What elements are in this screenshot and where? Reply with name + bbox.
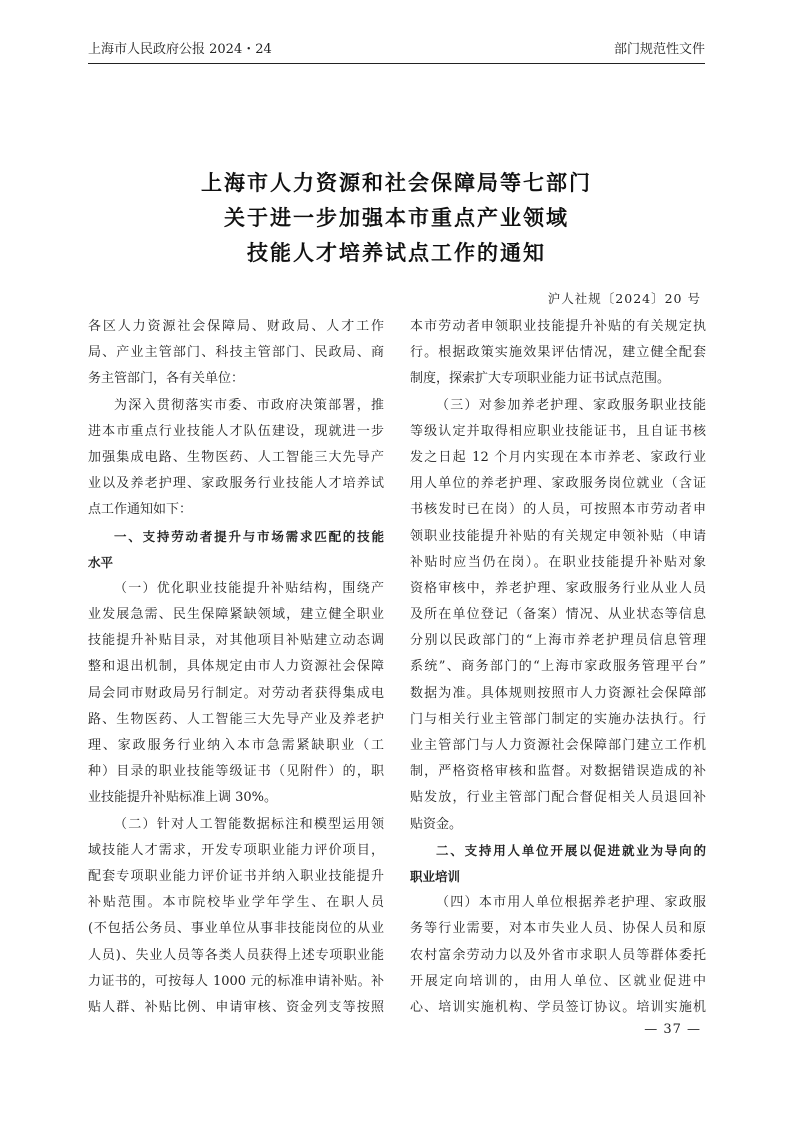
- section-heading-line: 二、支持用人单位开展以促进就业为导向的: [436, 842, 706, 858]
- body-text-line: 分别以民政部门的“上海市养老护理员信息管理: [410, 633, 706, 649]
- body-text-line: 贴资金。: [410, 816, 463, 832]
- body-text-line: 数据为准。具体规则按照市人力资源社会保障部: [410, 685, 706, 701]
- body-text-line: 局、产业主管部门、科技主管部门、民政局、商: [88, 345, 384, 361]
- document-title: [0, 166, 793, 271]
- body-text-line: 等级认定并取得相应职业技能证书，且自证书核: [410, 423, 706, 439]
- body-text-line: 路、生物医药、人工智能三大先导产业及养老护: [88, 711, 384, 727]
- body-text-line: 门与相关行业主管部门制定的实施办法执行。行: [410, 711, 706, 727]
- body-text-line: 整和退出机制，具体规定由市人力资源社会保障: [88, 659, 384, 675]
- section-heading-line: 一、支持劳动者提升与市场需求匹配的技能: [114, 528, 384, 544]
- body-text-line: 补贴范围。本市院校毕业学年学生、在职人员: [88, 895, 384, 911]
- title-line: 技能人才培养试点工作的通知: [247, 241, 546, 265]
- body-text-line: 理、家政服务行业纳入本市急需紧缺职业（工: [88, 738, 384, 753]
- body-text-line: （二）针对人工智能数据标注和模型运用领: [114, 816, 384, 832]
- body-text-line: 资格审核中，养老护理、家政服务行业从业人员: [410, 580, 706, 596]
- body-text-line: （三）对参加养老护理、家政服务职业技能: [436, 397, 706, 413]
- body-text-line: 各区人力资源社会保障局、财政局、人才工作: [88, 319, 384, 334]
- title-line: 上海市人力资源和社会保障局等七部门: [201, 171, 592, 195]
- body-text-line: 人员)、失业人员等各类人员获得上述专项职业能: [88, 947, 384, 963]
- body-text-line: 种）目录的职业技能等级证书（见附件）的，职: [88, 764, 384, 780]
- header-section: 部门规范性文件: [613, 42, 705, 57]
- body-text-line: 贴人群、补贴比例、申请审核、资金列支等按照: [88, 999, 384, 1015]
- document-number: 沪人社规〔2024〕20 号: [547, 291, 701, 306]
- body-text-line: 业发展急需、民生保障紧缺领域，建立健全职业: [88, 607, 384, 623]
- body-text-line: 书核发时已在岗）的人员，可按照本市劳动者申: [410, 502, 706, 518]
- body-text-line: 业技能提升补贴标准上调 30%。: [88, 790, 278, 806]
- body-text-line: 开展定向培训的，由用人单位、区就业促进中: [410, 973, 706, 989]
- body-text-line: 领职业技能提升补贴的有关规定申领补贴（申请: [410, 528, 706, 544]
- body-text-line: 用人单位的养老护理、家政服务岗位就业（含证: [410, 476, 706, 492]
- title-line: 关于进一步加强本市重点产业领域: [224, 206, 569, 230]
- header-rule: [88, 63, 705, 64]
- body-text-line: 务等行业需要，对本市失业人员、协保人员和原: [410, 921, 706, 937]
- body-text-line: 制度，探索扩大专项职业能力证书试点范围。: [410, 371, 671, 387]
- body-text-line: 点工作通知如下：: [88, 502, 193, 518]
- body-text-line: 配套专项职业能力评价证书并纳入职业技能提升: [88, 868, 384, 884]
- right-column: [410, 314, 706, 1021]
- body-text-line: 系统”、商务部门的“上海市家政服务管理平台”: [410, 659, 706, 675]
- body-text-line: 补贴时应当仍在岗）。在职业技能提升补贴对象: [410, 554, 706, 570]
- body-text-line: 贴发放，行业主管部门配合督促相关人员退回补: [410, 790, 706, 806]
- body-text-line: 加强集成电路、生物医药、人工智能三大先导产: [88, 449, 384, 465]
- body-text-line: （一）优化职业技能提升补贴结构，围绕产: [114, 580, 384, 596]
- body-text-line: 务主管部门，各有关单位：: [88, 371, 245, 387]
- body-text-line: （四）本市用人单位根据养老护理、家政服: [436, 895, 706, 911]
- body-text-line: 农村富余劳动力以及外省市求职人员等群体委托: [410, 947, 706, 963]
- body-text-line: 力证书的，可按每人 1000 元的标准申请补贴。补: [88, 973, 384, 989]
- page-number: — 37 —: [644, 1022, 701, 1037]
- body-text-line: 行。根据政策实施效果评估情况，建立健全配套: [410, 345, 706, 361]
- body-text-line: 为深入贯彻落实市委、市政府决策部署，推: [114, 397, 384, 413]
- body-text-line: 局会同市财政局另行制定。对劳动者获得集成电: [88, 685, 384, 701]
- section-heading-line: 职业培训: [410, 868, 461, 884]
- section-heading-line: 水平: [88, 554, 114, 570]
- body-text-line: 心、培训实施机构、学员签订协议。培训实施机: [410, 999, 706, 1015]
- header-publication: 上海市人民政府公报 2024・24: [88, 42, 272, 57]
- body-text-line: 制，严格资格审核和监督。对数据错误造成的补: [410, 764, 706, 780]
- body-text-line: 业以及养老护理、家政服务行业技能人才培养试: [88, 476, 384, 492]
- body-text-line: 技能提升补贴目录，对其他项目补贴建立动态调: [88, 633, 384, 649]
- running-header: [88, 38, 705, 60]
- body-text-line: 业主管部门与人力资源社会保障部门建立工作机: [410, 738, 706, 753]
- body-text-line: 进本市重点行业技能人才队伍建设，现就进一步: [88, 423, 384, 439]
- body-text-line: 发之日起 12 个月内实现在本市养老、家政行业: [410, 449, 706, 465]
- body-text-line: (不包括公务员、事业单位从事非技能岗位的从业: [88, 921, 384, 937]
- left-column: [88, 314, 384, 1021]
- body-text-line: 域技能人才需求，开发专项职业能力评价项目，: [88, 842, 384, 858]
- body-text-line: 本市劳动者申领职业技能提升补贴的有关规定执: [410, 319, 706, 334]
- body-text-line: 及所在单位登记（备案）情况、从业状态等信息: [410, 607, 706, 623]
